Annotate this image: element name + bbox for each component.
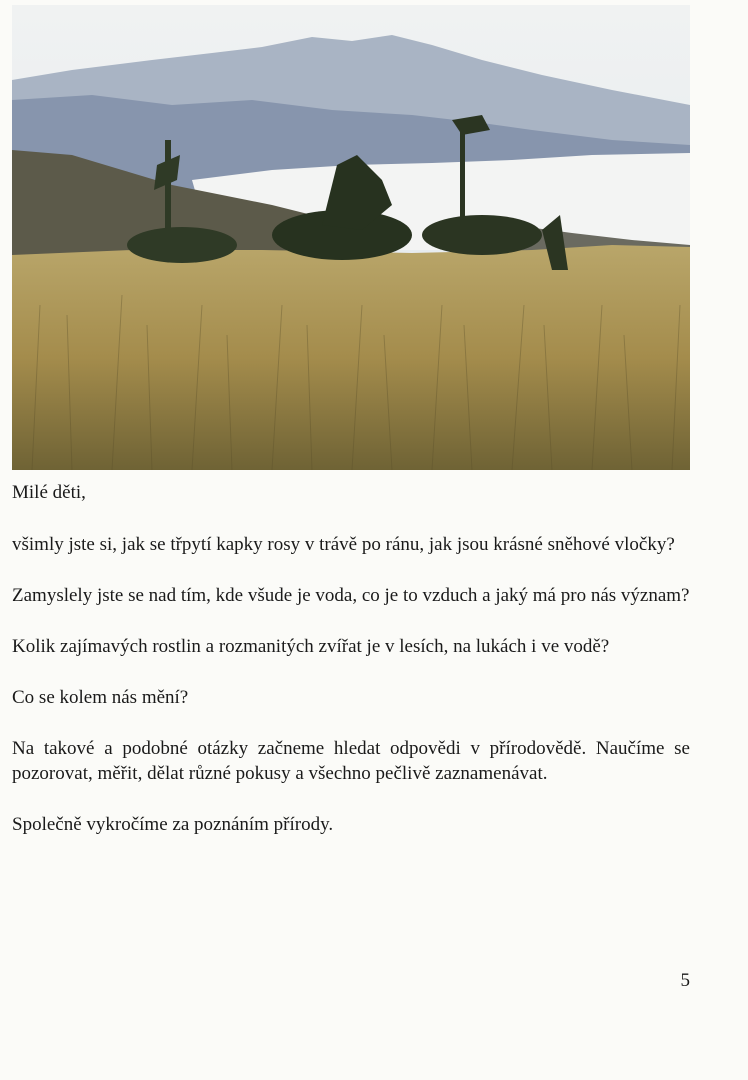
- landscape-illustration: [12, 5, 690, 470]
- paragraph: Co se kolem nás mění?: [12, 687, 189, 708]
- paragraph: Společně vykročíme za poznáním přírody.: [12, 814, 334, 835]
- paragraph: Kolik zajímavých rostlin a rozmanitých zvířat je v lesích, na lukách i ve vodě?: [12, 636, 610, 657]
- paragraph: Zamyslely jste se nad tím, kde všude je voda, co je to vzduch a jaký má pro nás význam?: [12, 585, 690, 606]
- intro-text: [12, 480, 690, 863]
- page-number: 5: [680, 970, 690, 991]
- mountain-meadow-photo: [12, 5, 690, 470]
- paragraph: Na takové a podobné otázky začneme hledat odpovědi v přírodovědě. Naučíme se pozorovat, měřit, dělat různé pokusy a všechno pečlivě zaznamenávat.: [12, 738, 690, 784]
- greeting: Milé děti,: [12, 482, 86, 503]
- paragraph: všimly jste si, jak se třpytí kapky rosy v trávě po ránu, jak jsou krásné sněhové vločky?: [12, 534, 675, 555]
